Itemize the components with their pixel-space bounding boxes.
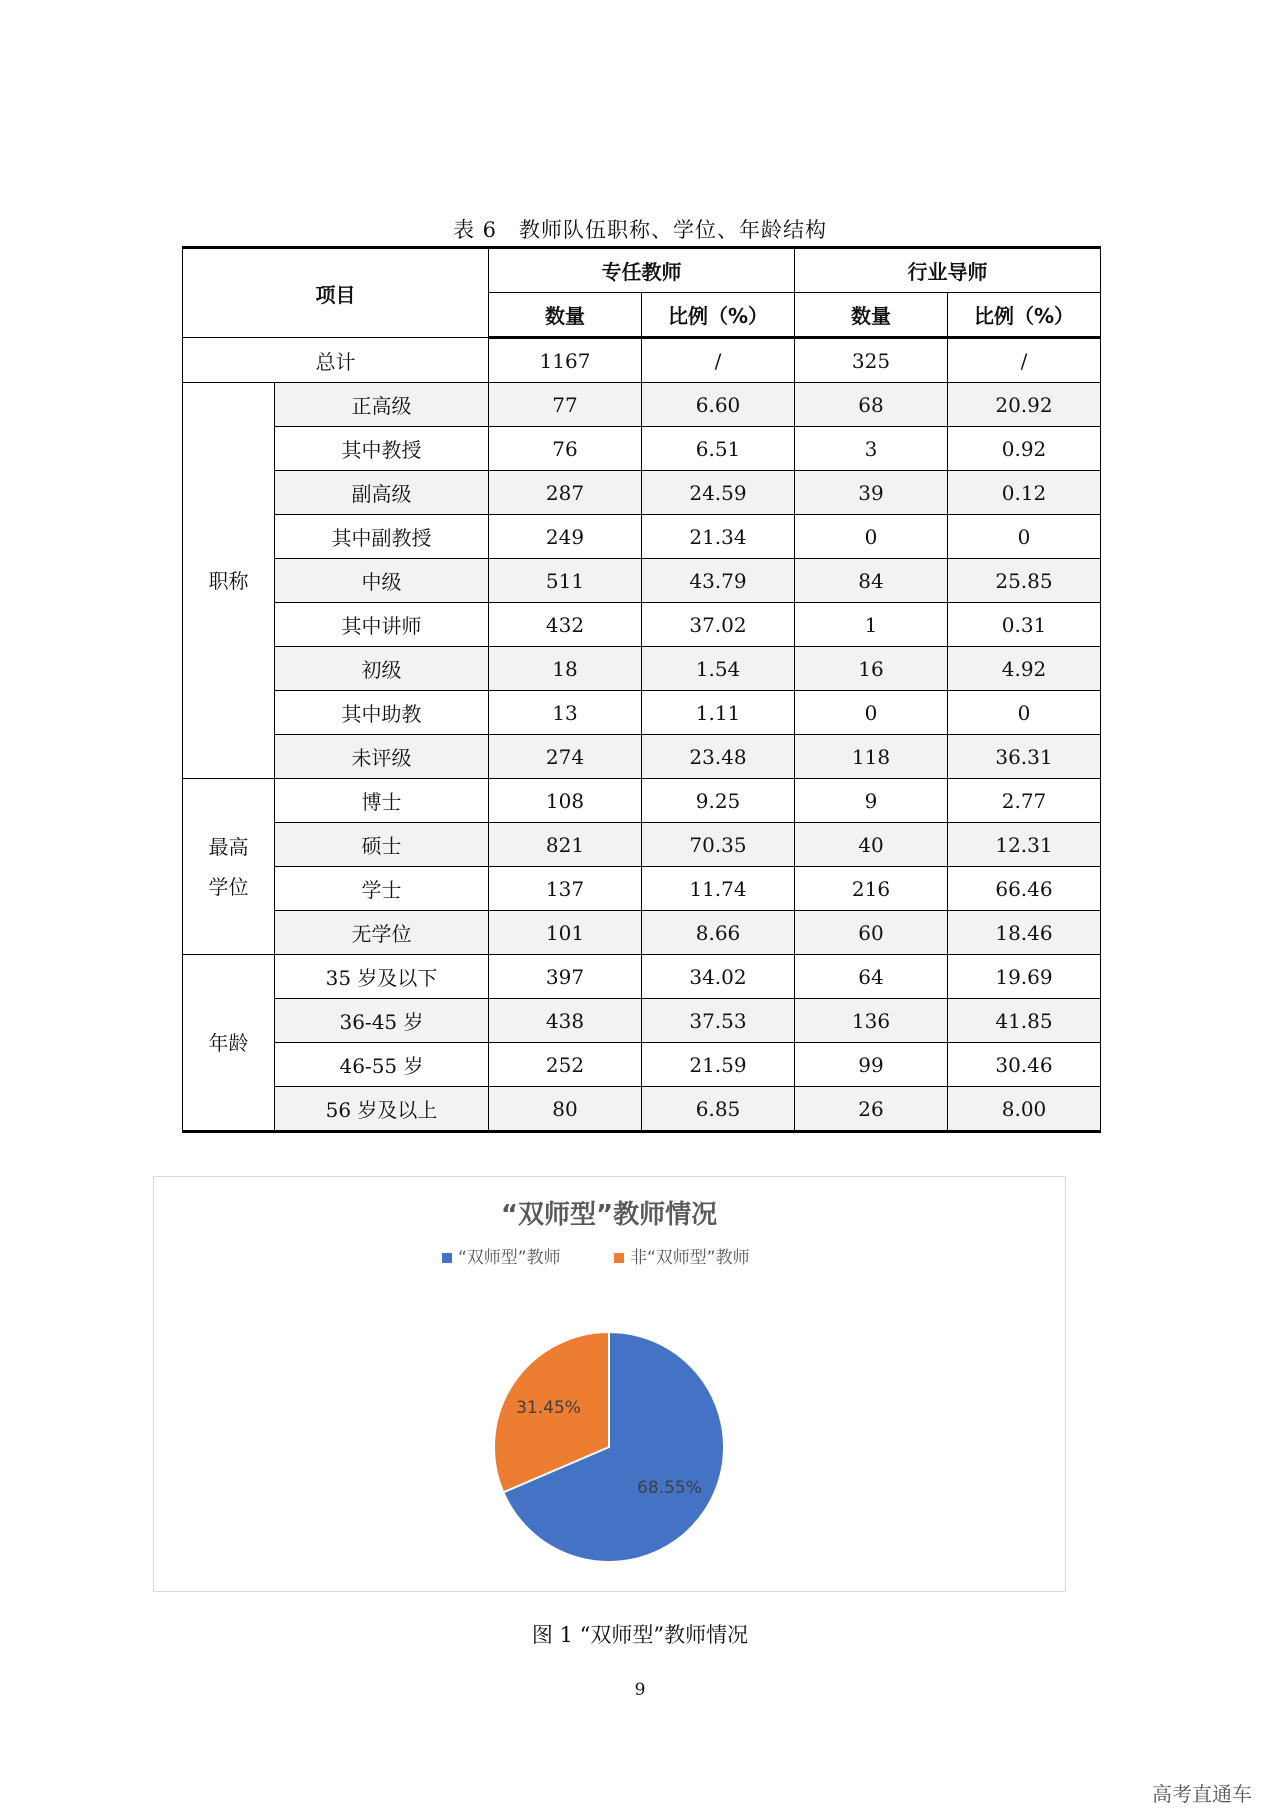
table-row <box>183 1087 1101 1132</box>
ft-ratio: 37.02 <box>642 603 795 647</box>
row-label: 正高级 <box>275 383 489 427</box>
table-row <box>183 999 1101 1043</box>
table-row <box>183 735 1101 779</box>
ft-ratio: 70.35 <box>642 823 795 867</box>
pie-chart <box>154 1177 1065 1591</box>
ind-count: 0 <box>795 515 948 559</box>
header-ind-count: 数量 <box>795 293 948 338</box>
ft-ratio: 43.79 <box>642 559 795 603</box>
ft-ratio: 37.53 <box>642 999 795 1043</box>
total-label: 总计 <box>183 338 489 383</box>
legend-swatch <box>442 1253 452 1263</box>
row-label: 初级 <box>275 647 489 691</box>
row-label: 副高级 <box>275 471 489 515</box>
ft-count: 137 <box>489 867 642 911</box>
pie-chart-frame <box>153 1176 1066 1592</box>
table-row <box>183 471 1101 515</box>
legend-entry: 非“双师型”教师 <box>630 1248 750 1268</box>
ind-ratio: 25.85 <box>948 559 1101 603</box>
row-label: 未评级 <box>275 735 489 779</box>
row-label: 46-55 岁 <box>275 1043 489 1087</box>
ft-count: 76 <box>489 427 642 471</box>
ind-count: 16 <box>795 647 948 691</box>
pie-slices <box>494 1332 724 1562</box>
group-label: 最高 学位 <box>183 779 275 955</box>
ft-ratio: 8.66 <box>642 911 795 955</box>
ft-ratio: 34.02 <box>642 955 795 999</box>
ind-ratio: 0.12 <box>948 471 1101 515</box>
ind-count: 40 <box>795 823 948 867</box>
ft-count: 821 <box>489 823 642 867</box>
legend-swatch <box>614 1253 624 1263</box>
header-ind-ratio: 比例（%） <box>948 293 1101 338</box>
header-item: 项目 <box>183 248 489 338</box>
watermark: 高考直通车 <box>1152 1782 1252 1806</box>
header-ft-count: 数量 <box>489 293 642 338</box>
ft-count: 274 <box>489 735 642 779</box>
table-row <box>183 691 1101 735</box>
row-label: 博士 <box>275 779 489 823</box>
ft-ratio: 9.25 <box>642 779 795 823</box>
ind-ratio: 0.92 <box>948 427 1101 471</box>
row-label: 35 岁及以下 <box>275 955 489 999</box>
ind-ratio: 8.00 <box>948 1087 1101 1132</box>
ind-count: 1 <box>795 603 948 647</box>
group-label: 年龄 <box>183 955 275 1132</box>
ind-ratio: 66.46 <box>948 867 1101 911</box>
ft-ratio: 11.74 <box>642 867 795 911</box>
ind-count: 118 <box>795 735 948 779</box>
ind-ratio: 2.77 <box>948 779 1101 823</box>
ft-count: 101 <box>489 911 642 955</box>
total-ind-ratio: / <box>948 338 1101 383</box>
ft-count: 287 <box>489 471 642 515</box>
ind-count: 64 <box>795 955 948 999</box>
ind-ratio: 0.31 <box>948 603 1101 647</box>
table-row <box>183 559 1101 603</box>
ind-count: 99 <box>795 1043 948 1087</box>
ft-ratio: 6.51 <box>642 427 795 471</box>
row-label: 其中助教 <box>275 691 489 735</box>
ft-ratio: 1.54 <box>642 647 795 691</box>
table-row <box>183 779 1101 823</box>
ft-count: 108 <box>489 779 642 823</box>
ind-ratio: 0 <box>948 691 1101 735</box>
row-label: 其中讲师 <box>275 603 489 647</box>
ind-ratio: 4.92 <box>948 647 1101 691</box>
ft-count: 80 <box>489 1087 642 1132</box>
row-label: 中级 <box>275 559 489 603</box>
group-label: 职称 <box>183 383 275 779</box>
table-row <box>183 383 1101 427</box>
ind-count: 216 <box>795 867 948 911</box>
table-row <box>183 823 1101 867</box>
chart-legend <box>442 1247 750 1268</box>
row-label: 36-45 岁 <box>275 999 489 1043</box>
ft-count: 438 <box>489 999 642 1043</box>
row-label: 56 岁及以上 <box>275 1087 489 1132</box>
faculty-structure-table <box>182 246 1101 1133</box>
ind-ratio: 0 <box>948 515 1101 559</box>
ind-count: 9 <box>795 779 948 823</box>
ft-ratio: 6.85 <box>642 1087 795 1132</box>
ind-count: 0 <box>795 691 948 735</box>
row-label: 其中教授 <box>275 427 489 471</box>
ind-ratio: 20.92 <box>948 383 1101 427</box>
ind-count: 39 <box>795 471 948 515</box>
ind-count: 136 <box>795 999 948 1043</box>
ind-count: 26 <box>795 1087 948 1132</box>
total-ft-ratio: / <box>642 338 795 383</box>
table-row <box>183 955 1101 999</box>
ft-ratio: 21.34 <box>642 515 795 559</box>
ft-count: 511 <box>489 559 642 603</box>
ind-count: 68 <box>795 383 948 427</box>
legend-entry: “双师型”教师 <box>458 1248 561 1268</box>
ft-count: 13 <box>489 691 642 735</box>
pie-data-label: 31.45% <box>516 1398 581 1419</box>
pie-data-label: 68.55% <box>637 1477 702 1498</box>
ind-count: 3 <box>795 427 948 471</box>
row-label: 其中副教授 <box>275 515 489 559</box>
ft-ratio: 24.59 <box>642 471 795 515</box>
header-ft-ratio: 比例（%） <box>642 293 795 338</box>
ft-ratio: 6.60 <box>642 383 795 427</box>
total-ft-count: 1167 <box>489 338 642 383</box>
header-full-time: 专任教师 <box>489 248 795 293</box>
total-ind-count: 325 <box>795 338 948 383</box>
table-row <box>183 647 1101 691</box>
ft-ratio: 23.48 <box>642 735 795 779</box>
header-industry: 行业导师 <box>795 248 1101 293</box>
total-row <box>183 338 1101 383</box>
ind-count: 60 <box>795 911 948 955</box>
ind-ratio: 18.46 <box>948 911 1101 955</box>
ind-ratio: 19.69 <box>948 955 1101 999</box>
ft-count: 432 <box>489 603 642 647</box>
ft-count: 249 <box>489 515 642 559</box>
page-number: 9 <box>634 1680 646 1700</box>
table-row <box>183 1043 1101 1087</box>
table-body <box>183 338 1101 1132</box>
ind-ratio: 12.31 <box>948 823 1101 867</box>
header-row-1 <box>183 248 1101 293</box>
ft-count: 252 <box>489 1043 642 1087</box>
table-caption: 表 6 教师队伍职称、学位、年龄结构 <box>452 218 828 242</box>
table-row <box>183 603 1101 647</box>
row-label: 硕士 <box>275 823 489 867</box>
ind-ratio: 30.46 <box>948 1043 1101 1087</box>
table-row <box>183 427 1101 471</box>
ind-count: 84 <box>795 559 948 603</box>
table-row <box>183 867 1101 911</box>
row-label: 无学位 <box>275 911 489 955</box>
ft-count: 77 <box>489 383 642 427</box>
ind-ratio: 41.85 <box>948 999 1101 1043</box>
table-row <box>183 911 1101 955</box>
chart-title: “双师型”教师情况 <box>500 1200 718 1230</box>
figure-caption: 图 1 “双师型”教师情况 <box>531 1623 749 1647</box>
ft-count: 18 <box>489 647 642 691</box>
table-row <box>183 515 1101 559</box>
ft-count: 397 <box>489 955 642 999</box>
row-label: 学士 <box>275 867 489 911</box>
ft-ratio: 21.59 <box>642 1043 795 1087</box>
ind-ratio: 36.31 <box>948 735 1101 779</box>
ft-ratio: 1.11 <box>642 691 795 735</box>
